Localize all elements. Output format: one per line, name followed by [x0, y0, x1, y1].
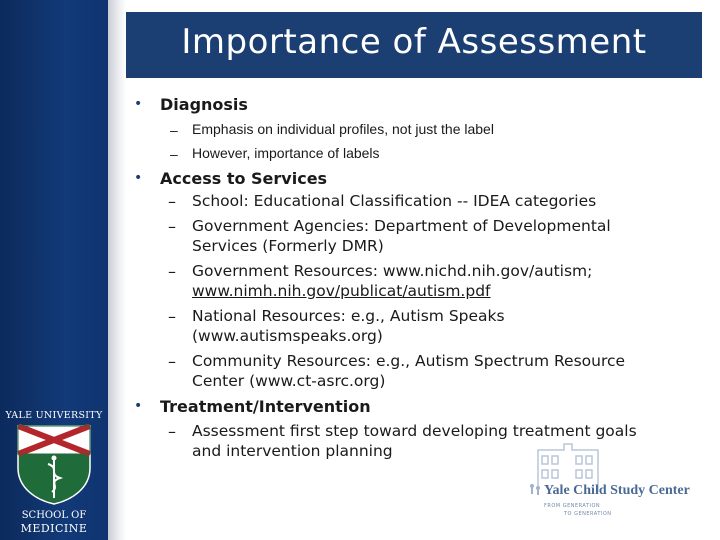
sub-item: (www.autismspeaks.org) — [192, 327, 383, 345]
logo-tagline-2: TO GENERATION — [564, 511, 612, 517]
sub-dash: – — [170, 146, 178, 162]
sidebar — [0, 0, 108, 540]
logo-tagline-1: FROM GENERATION — [544, 503, 601, 509]
sub-dash: – — [168, 422, 176, 441]
school-of-label: SCHOOL OF — [21, 510, 87, 521]
yale-medicine-shield-icon — [14, 424, 94, 506]
bullet-dot: • — [134, 170, 143, 186]
sub-dash: – — [168, 307, 176, 326]
sub-item: Assessment first step toward developing treatment goals — [192, 422, 637, 440]
bullet-heading: Diagnosis — [160, 95, 248, 114]
child-study-center-name: Yale Child Study Center — [544, 483, 690, 498]
sub-item: School: Educational Classification -- IDEA categories — [192, 192, 597, 210]
sub-dash: – — [170, 122, 178, 138]
sub-item: Community Resources: e.g., Autism Spectrum Resource — [192, 352, 626, 370]
sub-item: National Resources: e.g., Autism Speaks — [192, 307, 505, 325]
sub-item: Government Resources: www.nichd.nih.gov/autism; — [192, 262, 593, 280]
slide-title: Importance of Assessment — [181, 22, 647, 62]
sub-item: Services (Formerly DMR) — [192, 237, 384, 255]
sub-dash: – — [168, 217, 176, 236]
sidebar-edge — [108, 0, 126, 540]
bullet-dot: • — [134, 398, 143, 414]
sub-dash: – — [168, 352, 176, 371]
bullet-heading: Treatment/Intervention — [160, 397, 371, 416]
title-bar — [126, 12, 702, 78]
sub-item: Center (www.ct-asrc.org) — [192, 372, 386, 390]
nimh-link[interactable]: www.nimh.nih.gov/publicat/autism.pdf — [192, 282, 491, 300]
sub-item: However, importance of labels — [192, 145, 380, 161]
sub-item: Government Agencies: Department of Developmental — [192, 217, 611, 235]
sub-item: Emphasis on individual profiles, not just the label — [192, 121, 494, 137]
sub-dash: – — [168, 192, 176, 211]
medicine-label: MEDICINE — [20, 522, 88, 535]
child-study-center-logo — [528, 440, 708, 520]
bullet-heading: Access to Services — [160, 169, 328, 188]
yale-university-label: YALE UNIVERSITY — [5, 410, 103, 421]
sub-dash: – — [168, 262, 176, 281]
sub-item: and intervention planning — [192, 442, 393, 460]
bullet-dot: • — [134, 96, 143, 112]
